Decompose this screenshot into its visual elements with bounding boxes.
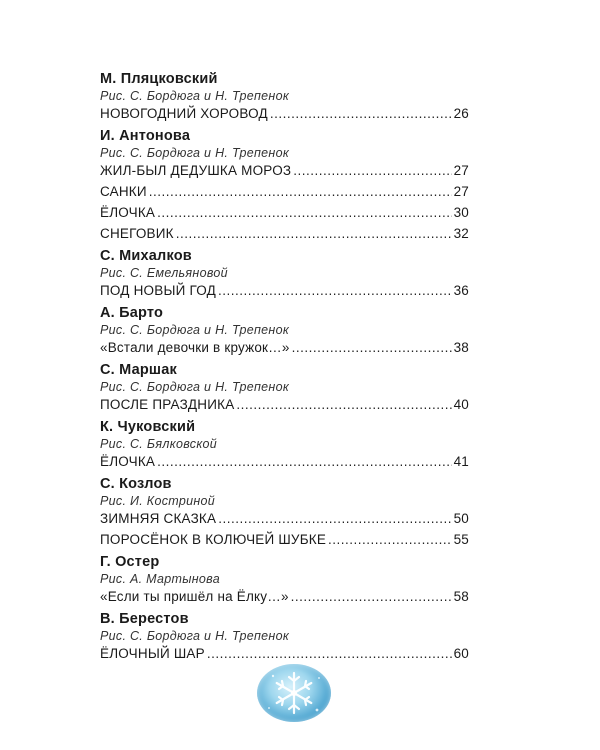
entry-title: СНЕГОВИК: [100, 226, 174, 241]
author-name: С. Козлов: [100, 476, 172, 492]
dot-leader: [236, 396, 451, 414]
page-number: 40: [453, 397, 469, 412]
dot-leader: [218, 510, 451, 528]
page-number: 26: [453, 106, 469, 121]
toc-entry[interactable]: [100, 105, 469, 123]
author-name: Г. Остер: [100, 554, 160, 570]
entry-title: «Если ты пришёл на Ёлку…»: [100, 589, 289, 604]
snowflake-icon: [257, 664, 331, 722]
page-number: 55: [453, 532, 469, 547]
author-name: И. Антонова: [100, 128, 191, 144]
entry-title: ЁЛОЧКА: [100, 205, 156, 220]
author-name: В. Берестов: [100, 611, 189, 627]
dot-leader: [293, 162, 451, 180]
author-name: А. Барто: [100, 305, 164, 321]
dot-leader: [291, 588, 452, 606]
illustrator-credit: Рис. С. Бордюга и Н. Трепенок: [100, 89, 290, 103]
entry-title: «Встали девочки в кружок…»: [100, 340, 290, 355]
page-number: 41: [453, 454, 469, 469]
dot-leader: [292, 339, 452, 357]
dot-leader: [157, 204, 451, 222]
toc-entry[interactable]: [100, 204, 469, 222]
page-number: 38: [453, 340, 469, 355]
page-number: 58: [453, 589, 469, 604]
entry-title: ЖИЛ-БЫЛ ДЕДУШКА МОРОЗ: [100, 163, 292, 178]
page-number: 27: [453, 163, 469, 178]
dot-leader: [207, 645, 452, 663]
dot-leader: [176, 225, 452, 243]
dot-leader: [270, 105, 452, 123]
toc-entry[interactable]: [100, 588, 469, 606]
dot-leader: [157, 453, 451, 471]
illustrator-credit: Рис. С. Бялковской: [100, 437, 218, 451]
toc-entry[interactable]: [100, 282, 469, 300]
page-number: 60: [453, 646, 469, 661]
toc-entry[interactable]: [100, 339, 469, 357]
page-number: 30: [453, 205, 469, 220]
author-name: С. Михалков: [100, 248, 192, 264]
entry-title: ЁЛОЧНЫЙ ШАР: [100, 646, 205, 661]
illustrator-credit: Рис. И. Костриной: [100, 494, 215, 508]
toc-entry[interactable]: [100, 531, 469, 549]
illustrator-credit: Рис. А. Мартынова: [100, 572, 220, 586]
author-name: К. Чуковский: [100, 419, 196, 435]
dot-leader: [328, 531, 452, 549]
dot-leader: [149, 183, 452, 201]
entry-title: ПОРОСЁНОК В КОЛЮЧЕЙ ШУБКЕ: [100, 532, 327, 547]
page-number: 27: [453, 184, 469, 199]
snowflake-emblem: [257, 664, 331, 722]
entry-title: ПОСЛЕ ПРАЗДНИКА: [100, 397, 235, 412]
toc-entry[interactable]: [100, 396, 469, 414]
illustrator-credit: Рис. С. Емельяновой: [100, 266, 228, 280]
toc-entry[interactable]: [100, 225, 469, 243]
toc-entry[interactable]: [100, 645, 469, 663]
toc-entry[interactable]: [100, 183, 469, 201]
illustrator-credit: Рис. С. Бордюга и Н. Трепенок: [100, 380, 290, 394]
page-number: 32: [453, 226, 469, 241]
page-number: 36: [453, 283, 469, 298]
entry-title: САНКИ: [100, 184, 147, 199]
entry-title: ЗИМНЯЯ СКАЗКА: [100, 511, 217, 526]
toc-entry[interactable]: [100, 162, 469, 180]
toc-entry[interactable]: [100, 510, 469, 528]
entry-title: НОВОГОДНИЙ ХОРОВОД: [100, 106, 268, 121]
illustrator-credit: Рис. С. Бордюга и Н. Трепенок: [100, 146, 290, 160]
dot-leader: [218, 282, 452, 300]
illustrator-credit: Рис. С. Бордюга и Н. Трепенок: [100, 629, 290, 643]
table-of-contents: [100, 71, 469, 666]
entry-title: ЁЛОЧКА: [100, 454, 156, 469]
author-name: С. Маршак: [100, 362, 177, 378]
entry-title: ПОД НОВЫЙ ГОД: [100, 283, 216, 298]
illustrator-credit: Рис. С. Бордюга и Н. Трепенок: [100, 323, 290, 337]
toc-entry[interactable]: [100, 453, 469, 471]
author-name: М. Пляцковский: [100, 71, 218, 87]
page-number: 50: [453, 511, 469, 526]
